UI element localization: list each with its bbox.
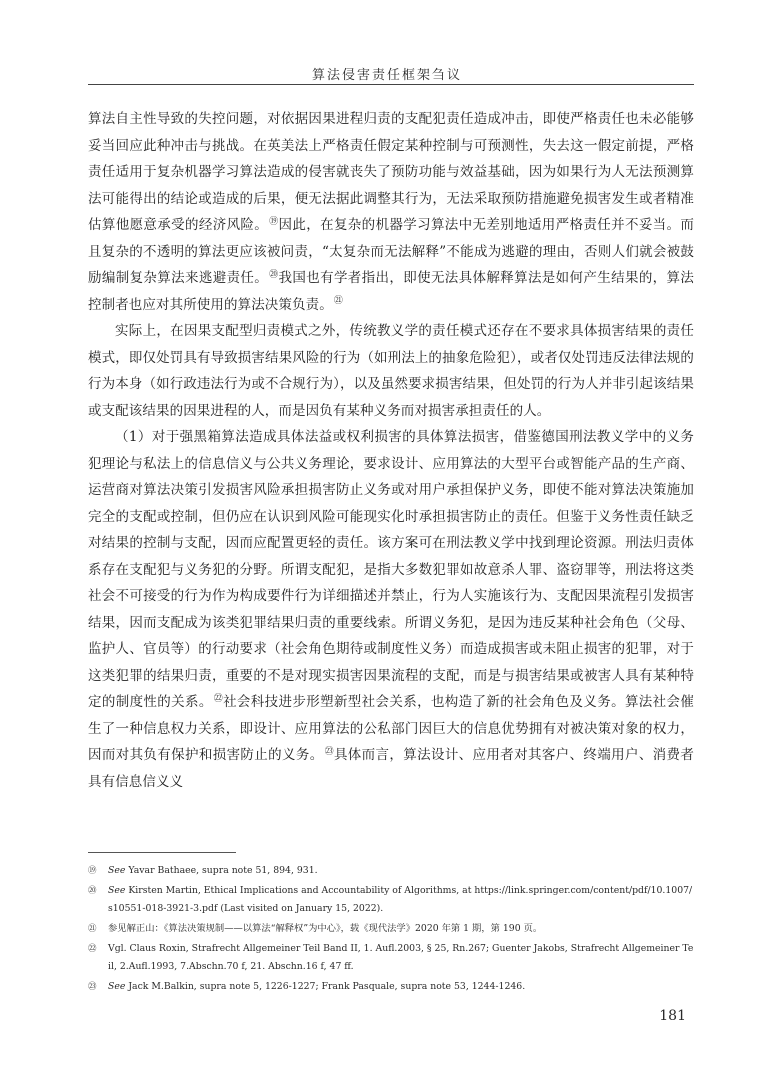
footnote-see: See	[108, 885, 126, 896]
footnotes	[88, 862, 694, 998]
header-rule	[88, 84, 694, 85]
footnote-mark: ⑲	[88, 866, 97, 876]
footnote-mark: ⑳	[88, 886, 97, 896]
footnote-ref-73[interactable]: ㉓	[324, 746, 334, 757]
paragraph-1-text-a: 算法自主性导致的失控问题，对依据因果进程归责的支配犯责任造成冲击，即使严格责任也未必能够妥当回应此种冲击与挑战。在英美法上严格责任假定某种控制与可预测性，失去这一假定前提，严格责任适用于复杂机器学习算法造成的侵害就丧失了预防功能与效益基础，因为如果行为人无法预测算法可能得出的结论或造成的后果，便无法据此调整其行为，无法采取预防措施避免损害发生或者精准估算他愿意承受的经济风险。	[88, 111, 694, 233]
footnote-mark: ㉓	[88, 982, 97, 992]
paragraph-3	[88, 424, 694, 795]
paragraph-3-text-c: 具体而言，算法设计、应用者对其客户、终端用户、消费者具有信息信义义	[88, 747, 694, 790]
footnote-ref-71[interactable]: ㉑	[333, 296, 343, 306]
page-number: 181	[659, 1008, 686, 1024]
footnote-71	[88, 920, 694, 938]
footnote-text[interactable]: Kirsten Martin, Ethical Implications and Accountability of Algorithms, at https://link.springer.com/content/pdf/10.1007/s10551-018-3921-3.pdf (Last visited on January 15, 2022).	[108, 885, 693, 914]
footnote-text: 参见解正山：《算法决策规制——以算法“解释权”为中心》，载《现代法学》2020 年第 1 期，第 190 页。	[108, 923, 543, 934]
paragraph-3-text-a: （1）对于强黑箱算法造成具体法益或权利损害的具体算法损害，借鉴德国刑法教义学中的义务犯理论与私法上的信息信义与公共义务理论，要求设计、应用算法的大型平台或智能产品的生产商、运营商对算法决策引发损害风险承担损害防止义务或对用户承担保护义务，即使不能对算法决策施加完全的支配或控制，但仍应在认识到风险可能现实化时承担损害防止的责任。但鉴于义务性责任缺乏对结果的控制与支配，因而应配置更轻的责任。该方案可在刑法教义学中找到理论资源。刑法归责体系存在支配犯与义务犯的分野。所谓支配犯，是指大多数犯罪如故意杀人罪、盗窃罪等，刑法将这类社会不可接受的行为作为构成要件行为详细描述并禁止，行为人实施该行为、支配因果流程引发损害结果，因而支配成为该类犯罪结果归责的重要线索。所谓义务犯，是因为违反某种社会角色（父母、监护人、官员等）的行动要求（社会角色期待或制度性义务）而造成损害或未阻止损害的犯罪，对于这类犯罪的结果归责，重要的不是对现实损害因果流程的支配，而是与损害结果或被害人具有某种特定的制度性的关系。	[88, 429, 694, 710]
footnote-separator	[88, 852, 236, 853]
footnote-mark: ㉑	[88, 924, 97, 934]
footnote-ref-70[interactable]: ⑳	[269, 269, 279, 280]
footnote-text: Yavar Bathaee, supra note 51, 894, 931.	[125, 865, 318, 876]
footnote-see: See	[108, 865, 126, 876]
footnote-see: See	[108, 981, 126, 992]
paragraph-1-text-c: 我国也有学者指出，即使无法具体解释算法是如何产生结果的，算法控制者也应对其所使用的算法决策负责。	[88, 270, 694, 313]
paragraph-2: 实际上，在因果支配型归责模式之外，传统教义学的责任模式还存在不要求具体损害结果的责任模式，即仅处罚具有导致损害结果风险的行为（如刑法上的抽象危险犯），或者仅处罚违反法律法规的行为本身（如行政违法行为或不合规行为），以及虽然要求损害结果，但处罚的行为人并非引起该结果或支配该结果的因果进程的人，而是因负有某种义务而对损害承担责任的人。	[88, 323, 694, 419]
main-body-text	[88, 106, 694, 795]
paragraph-1	[88, 106, 694, 318]
paragraph-1-text-b: 因此，在复杂的机器学习算法中无差别地适用严格责任并不妥当。而且复杂的不透明的算法更应该被问责，“太复杂而无法解释”不能成为逃避的理由，否则人们就会被鼓励编制复杂算法来逃避责任。	[88, 217, 694, 286]
paragraph-3-text-b: 社会科技进步形塑新型社会关系，也构造了新的社会角色及义务。算法社会催生了一种信息权力关系，即设计、应用算法的公私部门因巨大的信息优势拥有对被决策对象的权力，因而对其负有保护和损害防止的义务。	[88, 694, 694, 763]
footnote-ref-72[interactable]: ㉒	[213, 693, 224, 704]
footnote-text: Vgl. Claus Roxin, Strafrecht Allgemeiner Teil Band II, 1. Aufl.2003, § 25, Rn.267; Guenter Jakobs, Strafrecht Allgemeiner Teil, 2.Aufl.1993, 7.Abschn.70 f, 21. Abschn.16 f, 47 ff.	[108, 943, 694, 972]
footnote-70	[88, 882, 694, 918]
footnote-text: Jack M.Balkin, supra note 5, 1226-1227; Frank Pasquale, supra note 53, 1244-1246.	[125, 981, 526, 992]
footnote-73	[88, 978, 694, 996]
footnote-mark: ㉒	[88, 944, 97, 954]
footnote-69	[88, 862, 694, 880]
footnote-ref-69[interactable]: ⑲	[269, 216, 279, 227]
footnote-72	[88, 940, 694, 976]
running-title: 算法侵害责任框架刍议	[311, 68, 462, 83]
